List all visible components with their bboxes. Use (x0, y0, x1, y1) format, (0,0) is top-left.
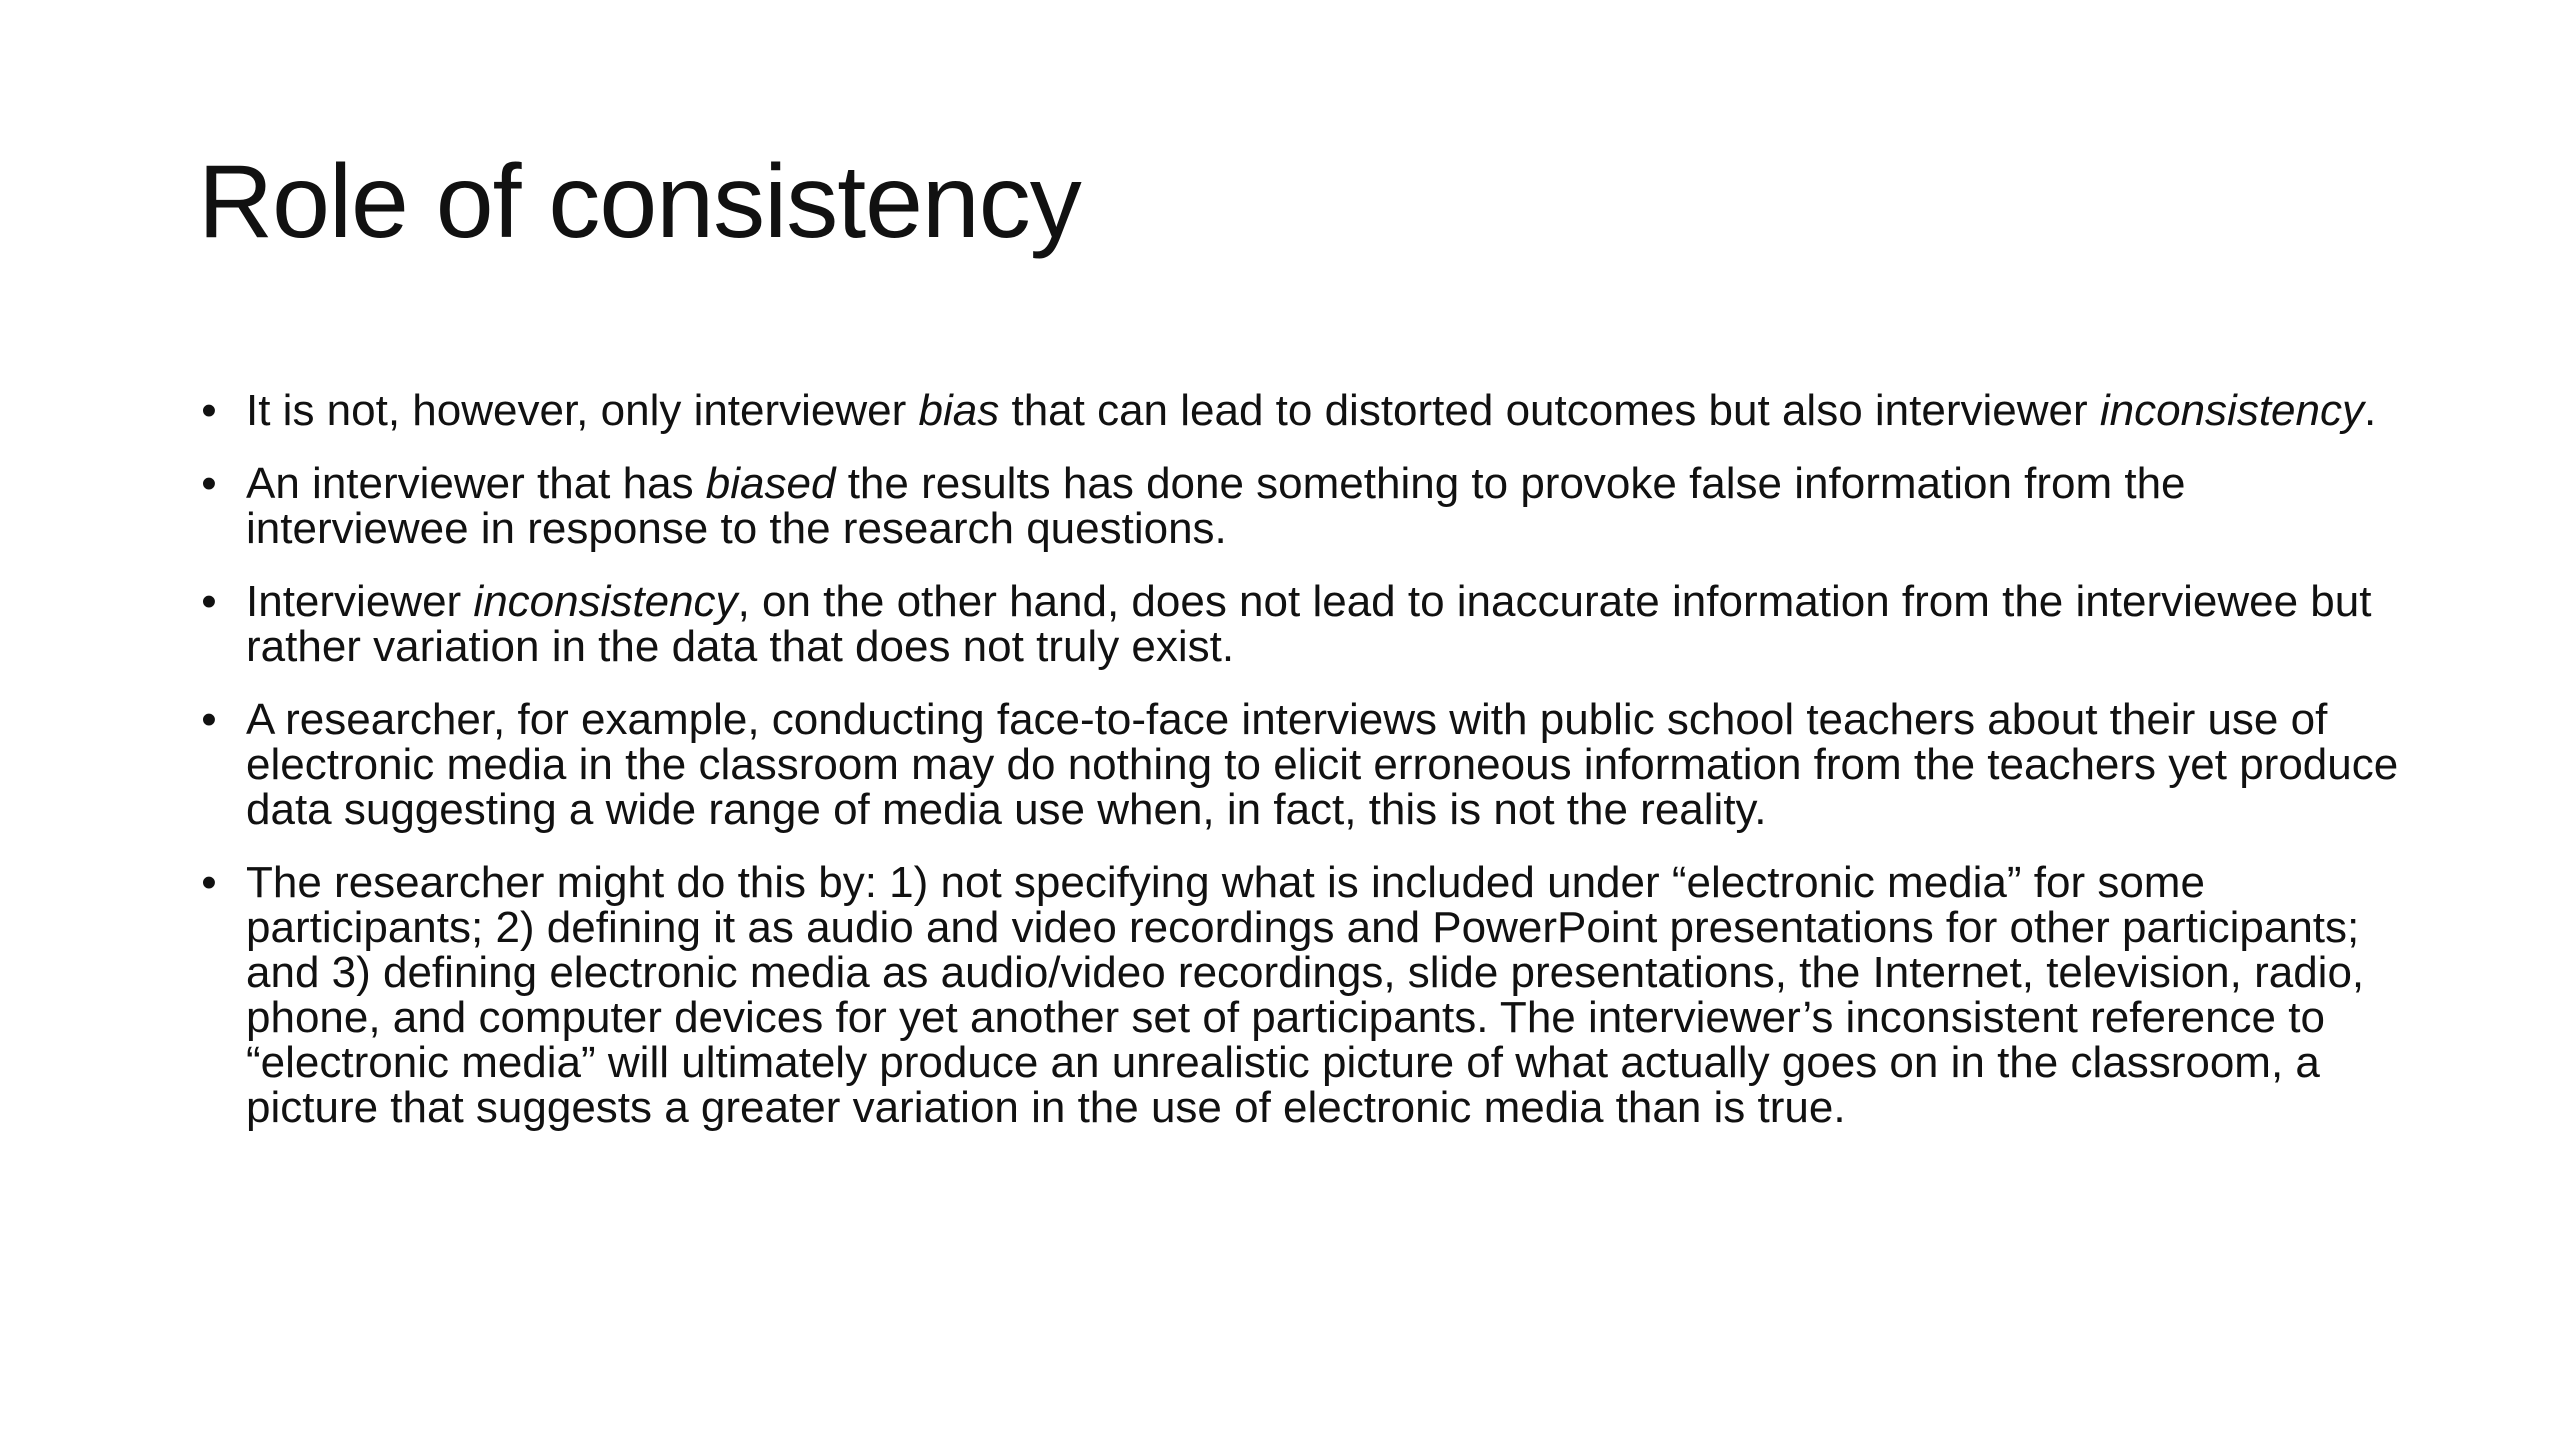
bullet-item (194, 388, 2404, 433)
bullet-text (246, 386, 2376, 435)
text-segment: Interviewer (246, 577, 474, 626)
bullet-list (194, 388, 2404, 1158)
text-segment: the results has done something to provoke false information from the interviewee in response to the research questions. (246, 459, 2186, 553)
bullet-text (246, 858, 2364, 1132)
bullet-item (194, 860, 2404, 1130)
text-segment: that can lead to distorted outcomes but also interviewer (999, 386, 2100, 435)
italic-emphasis: inconsistency (473, 577, 738, 626)
text-segment: An interviewer that has (246, 459, 706, 508)
bullet-dot: • (201, 386, 217, 435)
italic-emphasis: biased (705, 459, 836, 508)
italic-emphasis: inconsistency (2099, 386, 2364, 435)
text-segment: The researcher might do this by: 1) not specifying what is included under “electronic media” for some participants; 2) defining it as audio and video recordings and PowerPoint presentations for other participants; and 3) defining electronic media as audio/video recordings, slide presentations, the Internet, television, radio, phone, and computer devices for yet another set of participants. The interviewer’s inconsistent reference to “electronic media” will ultimately produce an unrealistic picture of what actually goes on in the classroom, a picture that suggests a greater variation in the use of electronic media than is true. (246, 858, 2365, 1132)
bullet-dot: • (201, 858, 217, 907)
text-segment: , on the other hand, does not lead to inaccurate information from the interviewee but rather variation in the data that does not truly exist. (246, 577, 2372, 671)
bullet-dot: • (201, 459, 217, 508)
bullet-item (194, 461, 2404, 551)
bullet-dot: • (201, 577, 217, 626)
italic-emphasis: bias (918, 386, 1000, 435)
text-segment: A researcher, for example, conducting face-to-face interviews with public school teachers about their use of electronic media in the classroom may do nothing to elicit erroneous information from the teachers yet produce data suggesting a wide range of media use when, in fact, this is not the reality. (246, 695, 2399, 834)
bullet-item (194, 697, 2404, 832)
slide-title: Role of consistency (198, 144, 1081, 260)
text-segment: . (2364, 386, 2377, 435)
bullet-text (246, 695, 2398, 834)
bullet-text (246, 577, 2371, 671)
bullet-dot: • (201, 695, 217, 744)
bullet-item (194, 579, 2404, 669)
text-segment: It is not, however, only interviewer (246, 386, 919, 435)
bullet-text (246, 459, 2186, 553)
